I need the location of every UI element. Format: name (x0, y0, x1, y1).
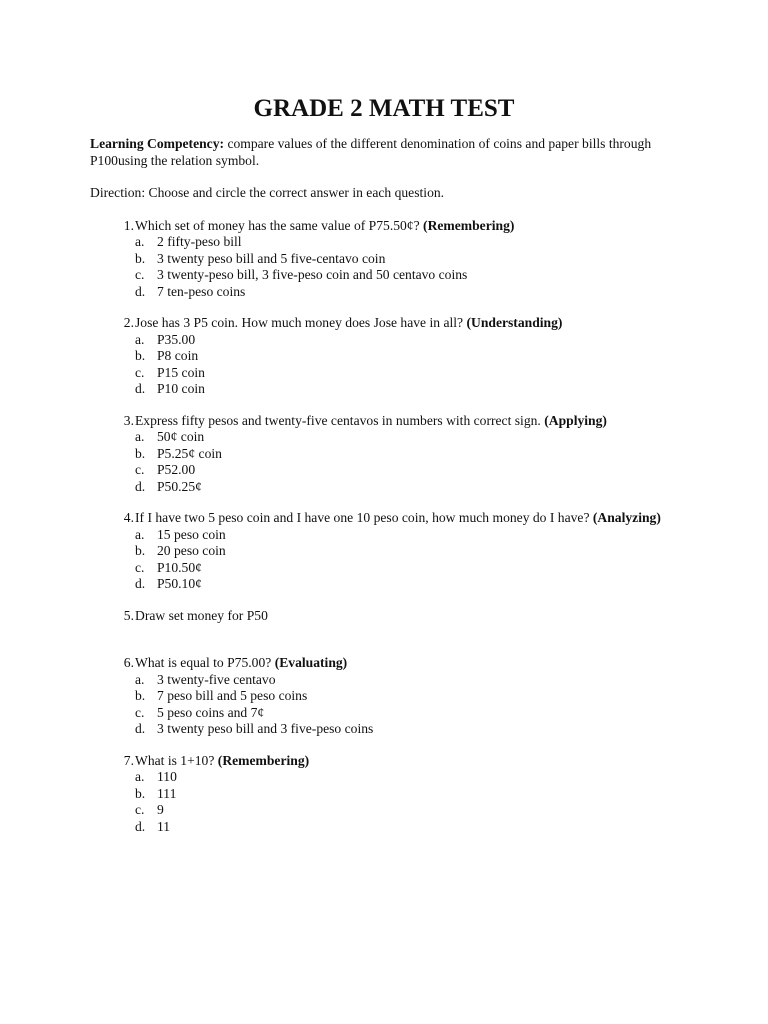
option-text: 111 (157, 785, 177, 801)
answer-option[interactable] (135, 769, 668, 786)
answer-option[interactable] (135, 527, 668, 544)
answer-option[interactable] (135, 802, 668, 819)
option-text: 3 twenty-five centavo (157, 671, 276, 687)
question-1 (90, 218, 668, 301)
question-number: 3. (123, 412, 134, 428)
question-prompt: What is 1+10? (135, 752, 218, 768)
option-text: P50.25¢ (157, 478, 202, 494)
answer-option[interactable] (135, 284, 668, 301)
answer-option[interactable] (135, 348, 668, 365)
option-letter: d. (135, 478, 146, 494)
answer-option[interactable] (135, 429, 668, 446)
option-letter: a. (135, 671, 145, 687)
question-4 (90, 510, 668, 593)
option-letter: b. (135, 348, 146, 363)
answer-option[interactable] (135, 479, 668, 496)
question-stem (90, 510, 668, 527)
option-letter: c. (135, 364, 145, 380)
option-letter: d. (135, 381, 146, 396)
question-number: 4. (123, 510, 134, 525)
answer-option[interactable] (135, 251, 668, 268)
option-text: P35.00 (157, 331, 196, 347)
question-prompt: Jose has 3 P5 coin. How much money does Jose have in all? (135, 315, 467, 330)
answer-option[interactable] (135, 267, 668, 284)
option-letter: b. (135, 250, 146, 266)
answer-option[interactable] (135, 560, 668, 577)
answer-option[interactable] (135, 332, 668, 349)
answer-option[interactable] (135, 819, 668, 836)
question-3 (90, 413, 668, 496)
answer-option[interactable] (135, 786, 668, 803)
question-number: 5. (123, 607, 134, 623)
question-stem (90, 413, 668, 430)
option-text: 7 ten-peso coins (157, 283, 246, 299)
option-text: 20 peso coin (157, 543, 226, 558)
question-text (135, 510, 661, 527)
answer-option[interactable] (135, 721, 668, 738)
question-number: 7. (123, 752, 134, 768)
direction-text: Direction: Choose and circle the correct answer in each question. (90, 185, 445, 200)
question-prompt: Which set of money has the same value of P75.50¢? (135, 217, 424, 233)
question-number: 6. (123, 655, 134, 670)
answer-option[interactable] (135, 462, 668, 479)
option-text: 2 fifty-peso bill (157, 234, 242, 249)
question-number: 2. (123, 315, 134, 330)
question-level: (Remembering) (423, 217, 515, 233)
option-text: 110 (157, 769, 177, 784)
option-letter: b. (135, 688, 146, 703)
option-text: P52.00 (157, 462, 196, 477)
question-5 (90, 608, 668, 625)
page-title: GRADE 2 MATH TEST (253, 95, 515, 122)
question-level: (Remembering) (217, 752, 310, 768)
question-level: (Applying) (544, 412, 607, 428)
option-letter: c. (135, 559, 145, 575)
option-letter: c. (135, 267, 145, 282)
question-level: (Evaluating) (274, 655, 348, 670)
option-letter: a. (135, 769, 145, 784)
answer-option[interactable] (135, 705, 668, 722)
question-text (135, 753, 309, 770)
option-text: 9 (157, 802, 164, 817)
question-level: (Understanding) (466, 315, 563, 330)
option-text: P8 coin (157, 348, 199, 363)
learning-competency (90, 136, 668, 169)
question-2 (90, 315, 668, 398)
question-level: (Analyzing) (592, 510, 661, 525)
option-letter: c. (135, 802, 145, 817)
answer-option[interactable] (135, 381, 668, 398)
option-text: 11 (157, 818, 171, 834)
answer-option[interactable] (135, 576, 668, 593)
option-text: 50¢ coin (157, 429, 205, 444)
option-text: 7 peso bill and 5 peso coins (157, 688, 308, 703)
question-prompt: If I have two 5 peso coin and I have one 10 peso coin, how much money do I have? (135, 510, 593, 525)
answer-option[interactable] (135, 234, 668, 251)
option-text: 3 twenty peso bill and 3 five-peso coins (157, 721, 374, 736)
question-number: 1. (123, 217, 134, 233)
option-text: P10 coin (157, 381, 205, 396)
option-letter: a. (135, 234, 145, 249)
question-stem (90, 218, 668, 235)
question-prompt: Draw set money for P50 (135, 607, 268, 623)
option-text: P15 coin (157, 364, 205, 380)
option-text: 3 twenty peso bill and 5 five-centavo coin (157, 250, 386, 266)
option-text: 3 twenty-peso bill, 3 five-peso coin and 50 centavo coins (157, 267, 468, 282)
question-stem (90, 753, 668, 770)
answer-option[interactable] (135, 688, 668, 705)
question-prompt: What is equal to P75.00? (135, 655, 275, 670)
option-text: P5.25¢ coin (157, 445, 222, 461)
competency-label: Learning Competency: (90, 136, 225, 151)
option-letter: d. (135, 721, 146, 736)
question-text (135, 655, 347, 672)
option-text: 15 peso coin (157, 526, 226, 542)
option-letter: b. (135, 785, 146, 801)
question-text (135, 315, 562, 332)
option-letter: a. (135, 331, 145, 347)
competency-text: compare values of the different denomination of coins and paper bills through P100using the relation symbol. (90, 136, 652, 168)
question-stem (90, 655, 668, 672)
option-text: P10.50¢ (157, 559, 202, 575)
question-text (135, 608, 268, 625)
question-6 (90, 655, 668, 738)
option-letter: a. (135, 429, 145, 444)
option-text: 5 peso coins and 7¢ (157, 704, 265, 720)
question-stem (90, 315, 668, 332)
option-letter: c. (135, 704, 145, 720)
option-letter: b. (135, 445, 146, 461)
answer-option[interactable] (135, 446, 668, 463)
option-letter: d. (135, 576, 146, 591)
question-text (135, 218, 514, 235)
question-text (135, 413, 607, 430)
option-letter: d. (135, 818, 146, 834)
option-letter: a. (135, 526, 145, 542)
option-letter: d. (135, 283, 146, 299)
question-prompt: Express fifty pesos and twenty-five centavos in numbers with correct sign. (135, 412, 545, 428)
option-letter: b. (135, 543, 146, 558)
answer-option[interactable] (135, 365, 668, 382)
question-7 (90, 753, 668, 836)
question-list (90, 218, 668, 836)
answer-option[interactable] (135, 543, 668, 560)
question-stem (90, 608, 668, 625)
option-letter: c. (135, 462, 145, 477)
answer-option[interactable] (135, 672, 668, 689)
option-text: P50.10¢ (157, 576, 202, 591)
